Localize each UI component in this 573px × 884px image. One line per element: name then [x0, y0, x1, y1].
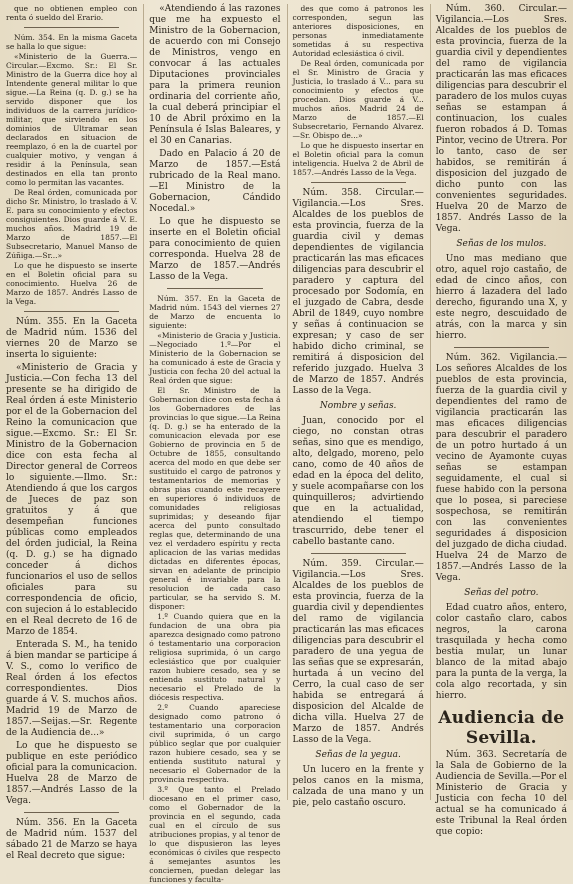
article-paragraph: 3.º Que tanto el Prelado diocesano en el primer caso, como el Gobernador de la provincia en el segundo, cada cual en el círculo de sus atribuciones propias, y al tenor de lo que dispusieron las leyes económicas ó civiles que respecto á semejantes asuntos les conciernen, puedan delegar las funciones y faculta-: [149, 785, 281, 884]
article-paragraph: De Real órden, comunicada por el Sr. Ministro de Gracia y Justicia, lo traslado á V... para su conocimiento y efectos que procedan. Dios guarde á V... muchos años. Madrid 24 de Marzo de 1857.—El Subsecretario, Fernando Alvarez.—Sr. Obispo de...»: [292, 59, 424, 140]
text-block: [149, 149, 280, 215]
section-divider: [311, 553, 406, 554]
text-block: [6, 818, 137, 862]
text-block: [149, 4, 280, 147]
article-paragraph: Lo que he dispuesto se publique en este periódico oficial para la comunicacion. Huelva 28 de Marzo de 1857.—Andrés Lasso de la Vega.: [6, 741, 138, 806]
text-block: [6, 33, 137, 51]
text-block: [6, 261, 137, 306]
text-block: [436, 353, 567, 584]
text-block: [6, 188, 137, 260]
text-block: [6, 317, 137, 361]
text-block: [6, 741, 137, 807]
article-paragraph: Núm. 355. En la Gaceta de Madrid núm. 1536 del viernes 20 de Marzo se inserta lo siguiente:: [6, 317, 138, 360]
article-paragraph: El Sr. Ministro de la Gobernacion dice con esta fecha á los Gobernadores de las provincias lo que sigue.—La Reina (q. D. g.) se ha enterado de la comunicacion elevada por ese Gobierno de provincia en 5 de Octubre de 1855, consultando acerca del modo en que debe ser sustituido el cargo de patronos y testamentarios de memorias y obras pias cuando este recayere en superiores ó individuos de comunidades religiosas suprimidas; y deseando fijar acerca del punto consultado reglas que, determinando de una vez el verdadero espíritu y recta aplicacion de las varias medidas dictadas en diferentes épocas, sirvan en adelante de principio general é invariable para la resolucion de cada caso particular, se ha servido S. M. disponer:: [149, 386, 281, 611]
article-paragraph: 2.º Cuando apareciese designado como patrono ó testamentario una corporacion civil suprimida, ó un cargo público seglar que por cualquier razon hubiere cesado, sea y se entienda sustituto natural y necesario el Gobernador de la provincia respectiva.: [149, 703, 281, 784]
article-paragraph: 1.º Cuando quiera que en la fundacion de una obra pia aparezca designado como patrono ó testamentario una corporacion religiosa suprimida, ó un cargo eclesiástico que por cualquier razon hubiere cesado, sea y se entienda sustituto natural y necesario el Prelado de la diócesis respectiva.: [149, 612, 281, 702]
text-block: [6, 640, 137, 739]
text-block: [6, 363, 137, 638]
section-divider: [167, 288, 262, 289]
text-block: [436, 254, 567, 342]
article-paragraph: Núm. 358. Circular.—Vigilancia.—Los Sres. Alcaldes de los pueblos de esta provincia, fuerza de la guardia civil y demas dependientes de vigilancia practicarán las mas eficaces diligencias para descubrir el paradero y captura del procesado por Sodomía, en el juzgado de Cabra, desde Abril de 1849, cuyo nombre y señas á continuacion se expresan; y caso de ser habido dicho criminal, se remitirá á disposicion del referido juzgado. Huelva 3 de Marzo de 1857. Andrés Lasso de la Vega.: [292, 188, 424, 396]
section-divider: [24, 812, 119, 813]
article-paragraph: Enterada S. M., ha tenido á bien mandar se participe á V. S., como lo verifico de Real órden á los efectos correspondientes. Dios guarde á V. S. muchos años. Madrid 19 de Marzo de 1857.—Seijas.—Sr. Regente de la Audiencia de...»: [6, 640, 138, 738]
article-paragraph: Dado en Palacio á 20 de Marzo de 1857.—Está rubricado de la Real mano.—El Ministro de la Gobernacion, Cándido Nocedal.»: [149, 149, 281, 214]
text-block: [293, 141, 424, 177]
text-block: [6, 52, 137, 187]
text-block: [149, 217, 280, 283]
article-paragraph: Uno mas mediano que otro, aquel rojo castaño, de edad de cinco años, con hierro á lazadera del lado derecho, figurando una X, y este negro, descuidado de atrás, con la marca y sin hierro.: [435, 254, 567, 341]
article-paragraph: Núm. 356. En la Gaceta de Madrid núm. 1537 del sábado 21 de Marzo se haya el Real decreto que sigue:: [6, 818, 138, 861]
article-paragraph: Lo que he dispuesto se inserte en el Boletin oficial para su conocimiento. Huelva 26 de Marzo de 1857. Andrés Lasso de la Vega.: [6, 261, 138, 306]
article-paragraph: que no obtienen empleo con renta ó sueldo del Erario.: [6, 4, 138, 22]
text-block: [293, 59, 424, 140]
text-block: [149, 386, 280, 611]
article-paragraph: Un lucero en la frente y pelos canos en la misma, calzada de una mano y un pie, pelo castaño oscuro.: [292, 765, 424, 808]
section-divider: [24, 311, 119, 312]
subheading: Señas del potro.: [464, 588, 539, 598]
column-1: [6, 4, 138, 861]
article-paragraph: des que como á patronos les corresponden, segun las anteriores disposiciones, en personas inmediatamente sometidas á su respectiva Autoridad eclesiástica ó civil.: [292, 4, 424, 58]
article-paragraph: De Real órden, comunicada por dicho Sr. Ministro, lo traslado á V. E. para su conocimiento y efectos consiguientes. Dios guarde á V. E. muchos años. Madrid 19 de Marzo de 1857.—El Subsecretario, Manuel Manso de Zúñiga.—Sr...»: [6, 188, 138, 260]
subheading: Señas de la yegua.: [315, 750, 401, 760]
article-paragraph: Núm. 362. Vigilancia.—Los señores Alcaldes de los pueblos de esta provincia, fuerza de la guardia civil y dependientes del ramo de vigilancia practicarán las mas eficaces diligencias para descubrir el paradero de un potro hurtado á un vecino de Ayamonte cuyas señas se estampan seguidamente, el cual si fuese habido con la persona que lo posea, si pareciese sospechosa, se remitirán con las convenientes seguridades á disposicion del juzgado de dicha ciudad. Huelva 24 de Marzo de 1857.—Andrés Lasso de la Vega.: [435, 353, 567, 583]
section-heading: Audiencia de Sevilla.: [438, 708, 565, 748]
subheading: Nombre y señas.: [319, 401, 397, 411]
columns: [6, 4, 567, 884]
article-paragraph: Edad cuatro años, entero, color castaño claro, cabos negros, la carona trasquilada y hecha como bestia mular, un lunar blanco de la mitad abajo para la punta de la verga, la cola algo recortada, y sin hierro.: [435, 603, 567, 701]
text-block: [6, 4, 137, 22]
text-block: [149, 612, 280, 702]
subheading: Señas de los mulos.: [456, 239, 547, 249]
article-paragraph: Lo que he dispuesto insertar en el Boletin oficial para la comun inteligencia. Huelva 2 de Abril de 1857.—Andrés Lasso de la Vega.: [292, 141, 424, 177]
text-block: [293, 4, 424, 58]
column-3: [287, 4, 424, 808]
section-divider: [24, 27, 119, 28]
text-block: [436, 603, 567, 702]
article-paragraph: Núm. 360. Circular.—Vigilancia.—Los Sres. Alcaldes de los pueblos de esta provincia, fuerza de la guardia civil y dependientes del ramo de vigilancia practicarán las mas eficaces diligencias para descubrir el paradero de los mulos cuyas señas se estampan á continuacion, los cuales fueron robados á D. Tomas Pintor, vecino de Utrera. Por lo tanto, caso de ser habidos, se remitirán á disposicion del juzgado de dicho punto con las convenientes seguridades. Huelva 20 de Marzo de 1857. Andrés Lasso de la Vega.: [435, 4, 567, 234]
text-block: [149, 703, 280, 784]
article-paragraph: «Ministerio de la Guerra.—Circular.—Excmo. Sr.: El Sr. Ministro de la Guerra dice hoy al Intendente general militar lo que sigue.—La Reina (q. D. g.) se ha servido disponer que los individuos de la carrera jurídico-militar, que sirviendo en los dominios de Ultramar sean declarados en situacion de reemplazo, ó en la de cuartel por cualquier motivo, y vengan á residir á la Península, sean destinados en ella tan pronto como lo permitan las vacantes.: [6, 52, 138, 187]
section-divider: [311, 182, 406, 183]
text-block: [293, 765, 424, 809]
text-block: [293, 559, 424, 746]
article-paragraph: Núm. 357. En la Gaceta de Madrid núm. 1543 del viernes 27 de Marzo de encuenta lo siguiente:: [149, 294, 281, 330]
text-block: [293, 416, 424, 548]
article-paragraph: Núm. 363. Secretaría de la Sala de Gobierno de la Audiencia de Sevilla.—Por el Ministerio de Gracia y Justicia con fecha 10 del actual se ha comunicado á este Tribunal la Real órden que copio:: [435, 750, 567, 837]
column-2: [143, 4, 281, 884]
text-block: [149, 294, 280, 330]
article-paragraph: Juan, conocido por el ciego, no constan otras señas, sino que es mendigo, alto, delgado, moreno, pelo cano, como de 40 años de edad en la época del delito, y suele acompañarse con los quinquilleros; advirtiendo que en la actualidad, atendiendo el tiempo trascurrido, debe tener el cabello bastante cano.: [292, 416, 424, 547]
article-paragraph: «Ministerio de Gracia y Justicia.—Negociado 1.º—Por el Ministerio de la Gobernacion se ha comunicado á este de Gracia y Justicia con fecha 20 del actual la Real órden que sigue:: [149, 331, 281, 385]
article-paragraph: Núm. 359. Circular.—Vigilancia.—Los Sres. Alcaldes de los pueblos de esta provincia, fuerza de la guardia civil y dependientes del ramo de vigilancia practicarán las mas eficaces diligencias para descubrir el paradero de una yegua de las señas que se expresarán, hurtada á un vecino del Cerro, la cual caso de ser habida se entregará á disposicion del Alcalde de dicha villa. Huelva 27 de Marzo de 1857. Andrés Lasso de la Vega.: [292, 559, 424, 745]
article-paragraph: «Ministerio de Gracia y Justicia.—Con fecha 13 del presente se ha dirigido de Real órden á este Ministerio por el de la Gobernacion del Reino la comunicacion que sigue.—Excmo. Sr.: El Sr. Ministro de la Gobernacion dice con esta fecha al Director general de Correos lo siguiente.—Ilmo. Sr.: Atendiendo á que los cargos de Jueces de paz son gratuitos y á que desempeñan funciones públicas como empleados del órden judicial, la Reina (q. D. g.) se ha dignado conceder á dichos funcionarios el uso de sellos oficiales para su correspondencia de oficio, con sujecion á lo establecido en el Real decreto de 16 de Marzo de 1854.: [6, 363, 138, 637]
text-block: [436, 4, 567, 235]
column-4: [430, 4, 567, 837]
text-block: [293, 188, 424, 397]
section-divider: [454, 347, 549, 348]
text-block: [149, 785, 280, 884]
text-block: [436, 750, 567, 838]
text-block: [149, 331, 280, 385]
article-paragraph: Núm. 354. En la misma Gaceta se halla lo que sigue:: [6, 33, 138, 51]
article-paragraph: Lo que he dispuesto se inserte en el Boletin oficial para conocimiento de quien corresponda. Huelva 28 de Marzo de 1857.—Andrés Lasso de la Vega.: [149, 217, 281, 282]
article-paragraph: «Atendiendo á las razones que me ha expuesto el Ministro de la Gobernacion, de acuerdo con mi Consejo de Ministros, vengo en convocar á las actuales Diputaciones provinciales para la primera reunion ordinaria del corriente año, la cual deberá principiar el 10 de Abril próximo en la Península é Islas Baleares, y el 30 en Canarias.: [149, 4, 281, 146]
